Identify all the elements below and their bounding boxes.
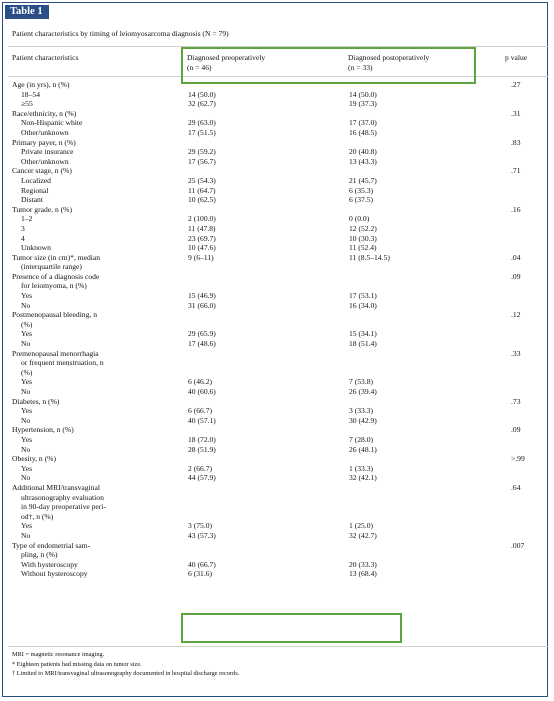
table-row: [0, 406, 554, 416]
table-row: [0, 272, 554, 282]
row-preoperative-value: 11 (64.7): [188, 185, 216, 195]
row-preoperative-value: 18 (72.0): [188, 434, 216, 444]
row-label: Non-Hispanic white: [21, 118, 83, 128]
row-label: Yes: [21, 406, 33, 416]
table-row: [0, 234, 554, 244]
row-preoperative-value: 15 (46.9): [188, 291, 216, 301]
table-row: [0, 118, 554, 128]
row-label: Age (in yrs), n (%): [12, 80, 70, 89]
row-preoperative-value: 29 (65.9): [188, 329, 216, 339]
row-preoperative-value: 3 (75.0): [188, 521, 213, 531]
row-preoperative-value: 9 (6–11): [188, 252, 214, 262]
row-label: Premenopausal menorrhagia: [12, 348, 99, 358]
row-label: No: [21, 300, 31, 310]
row-postoperative-value: 20 (33.3): [349, 559, 377, 569]
row-p-value: .09: [511, 425, 521, 435]
row-preoperative-value: 44 (57.9): [188, 473, 216, 483]
row-label: Obesity, n (%): [12, 454, 57, 464]
row-postoperative-value: 17 (37.0): [349, 118, 377, 128]
row-postoperative-value: 11 (8.5–14.5): [349, 252, 390, 262]
row-label: (interquartile range): [21, 262, 82, 272]
row-preoperative-value: 6 (46.2): [188, 377, 213, 387]
row-postoperative-value: 14 (50.0): [349, 89, 377, 99]
table-row: [0, 339, 554, 349]
row-postoperative-value: 16 (34.0): [349, 300, 377, 310]
table-row: [0, 368, 554, 378]
row-label: Regional: [21, 185, 49, 195]
header-characteristics: Patient characteristics: [12, 53, 79, 62]
row-p-value: .31: [511, 108, 521, 118]
header-p-value: p value: [505, 53, 528, 62]
table-row: [0, 550, 554, 560]
row-postoperative-value: 1 (33.3): [349, 463, 374, 473]
table-row: [0, 195, 554, 205]
row-preoperative-value: 43 (57.3): [188, 530, 216, 540]
row-preoperative-value: 14 (50.0): [188, 89, 216, 99]
table-caption: Patient characteristics by timing of leiomyosarcoma diagnosis (N = 79): [12, 29, 229, 38]
table-row: [0, 454, 554, 464]
header-preoperative-title: Diagnosed preoperatively: [187, 53, 266, 62]
table-row: [0, 301, 554, 311]
row-preoperative-value: 23 (69.7): [188, 233, 216, 243]
row-postoperative-value: 12 (52.2): [349, 223, 377, 233]
row-preoperative-value: 17 (51.5): [188, 127, 216, 137]
table-row: [0, 416, 554, 426]
table-row: [0, 445, 554, 455]
row-label: Yes: [21, 521, 33, 531]
table-row: [0, 493, 554, 503]
row-label: Distant: [21, 195, 43, 205]
row-label: Without hysteroscopy: [21, 569, 88, 579]
row-label: Yes: [21, 291, 33, 301]
row-postoperative-value: 7 (28.0): [349, 434, 374, 444]
table-row: [0, 186, 554, 196]
table-row: [0, 128, 554, 138]
row-label: Primary payer, n (%): [12, 137, 76, 147]
row-p-value: .27: [511, 80, 521, 89]
row-postoperative-value: 1 (25.0): [349, 521, 374, 531]
row-preoperative-value: 11 (47.8): [188, 223, 216, 233]
row-label: Additional MRI/transvaginal: [12, 482, 100, 492]
row-label: 18–54: [21, 89, 40, 99]
row-postoperative-value: 32 (42.7): [349, 530, 377, 540]
row-label: Yes: [21, 329, 33, 339]
row-label: Tumor size (in cm)*, median: [12, 252, 101, 262]
footnotes: [12, 650, 239, 679]
highlight-sampling-box: [181, 613, 402, 643]
table-row: [0, 243, 554, 253]
row-p-value: .16: [511, 204, 521, 214]
row-label: No: [21, 415, 31, 425]
row-p-value: .73: [511, 396, 521, 406]
table-row: [0, 224, 554, 234]
row-postoperative-value: 19 (37.3): [349, 99, 377, 109]
header-preoperative-count: (n = 46): [187, 62, 212, 72]
row-preoperative-value: 40 (57.1): [188, 415, 216, 425]
row-preoperative-value: 40 (66.7): [188, 559, 216, 569]
row-label: Diabetes, n (%): [12, 396, 60, 406]
row-postoperative-value: 26 (48.1): [349, 444, 377, 454]
row-preoperative-value: 28 (51.9): [188, 444, 216, 454]
footnote-tumor-size: * Eighteen patients had missing data on tumor size.: [12, 660, 142, 668]
table-row: [0, 176, 554, 186]
table-row: [0, 425, 554, 435]
table-row: [0, 147, 554, 157]
table-row: [0, 214, 554, 224]
row-label: Localized: [21, 175, 51, 185]
row-postoperative-value: 17 (53.1): [349, 291, 377, 301]
row-p-value: .71: [511, 166, 521, 176]
row-label: Unknown: [21, 243, 51, 253]
row-preoperative-value: 6 (31.6): [188, 569, 213, 579]
row-postoperative-value: 15 (34.1): [349, 329, 377, 339]
row-p-value: .007: [511, 540, 525, 550]
row-label: pling, n (%): [21, 550, 58, 560]
row-p-value: >.99: [511, 454, 525, 464]
row-preoperative-value: 2 (66.7): [188, 463, 213, 473]
row-label: Tumor grade, n (%): [12, 204, 73, 214]
row-preoperative-value: 6 (66.7): [188, 406, 213, 416]
row-p-value: .83: [511, 137, 521, 147]
row-preoperative-value: 25 (54.3): [188, 175, 216, 185]
row-preoperative-value: 17 (48.6): [188, 339, 216, 349]
row-label: ≥55: [21, 99, 33, 109]
table-row: [0, 320, 554, 330]
row-p-value: .12: [511, 310, 521, 320]
row-preoperative-value: 31 (66.0): [188, 300, 216, 310]
row-label: 1–2: [21, 214, 33, 224]
row-postoperative-value: 13 (68.4): [349, 569, 377, 579]
row-postoperative-value: 3 (33.3): [349, 406, 374, 416]
footnote-imaging: † Limited to MRI/transvaginal ultrasonography documented in hospital discharge records.: [12, 670, 240, 677]
table-row: [0, 281, 554, 291]
row-postoperative-value: 6 (37.5): [349, 195, 374, 205]
row-postoperative-value: 30 (42.9): [349, 415, 377, 425]
row-postoperative-value: 18 (51.4): [349, 339, 377, 349]
row-p-value: .04: [511, 252, 521, 262]
table-row: [0, 358, 554, 368]
table-row: [0, 99, 554, 109]
row-label: Yes: [21, 463, 33, 473]
table-label: Table 1: [5, 5, 49, 19]
row-preoperative-value: 2 (100.0): [188, 214, 216, 224]
table-row: [0, 502, 554, 512]
row-postoperative-value: 26 (39.4): [349, 387, 377, 396]
row-label: Type of endometrial sam-: [12, 540, 91, 550]
row-label: Yes: [21, 434, 33, 444]
row-label: Private insurance: [21, 147, 74, 157]
table-row: [0, 377, 554, 387]
row-label: 3: [21, 223, 25, 233]
row-postoperative-value: 16 (48.5): [349, 127, 377, 137]
footnote-mri: MRI = magnetic resonance imaging.: [12, 651, 105, 658]
row-postoperative-value: 32 (42.1): [349, 473, 377, 483]
row-preoperative-value: 40 (60.6): [188, 387, 216, 396]
row-label: Other/unknown: [21, 156, 69, 166]
row-label: Postmenopausal bleeding, n: [12, 310, 97, 320]
table-row: [0, 262, 554, 272]
row-preoperative-value: 10 (62.5): [188, 195, 216, 205]
row-label: No: [21, 530, 31, 540]
row-label: (%): [21, 319, 33, 329]
row-label: Race/ethnicity, n (%): [12, 108, 77, 118]
table-row: [0, 435, 554, 445]
row-label: (%): [21, 367, 33, 377]
row-label: No: [21, 444, 31, 454]
row-label: od†, n (%): [21, 511, 54, 521]
row-label: in 90-day preoperative peri-: [21, 502, 106, 512]
header-postoperative-title: Diagnosed postoperatively: [348, 53, 430, 62]
table-row: [0, 138, 554, 148]
row-postoperative-value: 21 (45.7): [349, 175, 377, 185]
table-row: [0, 310, 554, 320]
row-postoperative-value: 0 (0.0): [349, 214, 370, 224]
table-row: [0, 329, 554, 339]
table-row: [0, 349, 554, 359]
row-label: Other/unknown: [21, 127, 69, 137]
row-preoperative-value: 32 (62.7): [188, 99, 216, 109]
table-row: [0, 531, 554, 541]
row-label: Cancer stage, n (%): [12, 166, 72, 176]
row-label: 4: [21, 233, 25, 243]
row-label: Hypertension, n (%): [12, 425, 74, 435]
row-postoperative-value: 10 (30.3): [349, 233, 377, 243]
table-row: [0, 253, 554, 263]
row-postoperative-value: 6 (35.3): [349, 185, 374, 195]
row-p-value: .33: [511, 348, 521, 358]
row-label: No: [21, 387, 31, 396]
row-postoperative-value: 13 (43.3): [349, 156, 377, 166]
highlight-header-box: [181, 47, 476, 84]
row-p-value: .09: [511, 271, 521, 281]
row-postoperative-value: 7 (53.8): [349, 377, 374, 387]
table-row: [0, 464, 554, 474]
table-row: [0, 109, 554, 119]
table-row: [0, 560, 554, 570]
row-label: No: [21, 473, 31, 483]
row-label: Presence of a diagnosis code: [12, 271, 100, 281]
table-row: [0, 512, 554, 522]
table-row: [0, 205, 554, 215]
row-label: ultrasonography evaluation: [21, 492, 104, 502]
row-label: or frequent menstruation, n: [21, 358, 104, 368]
table-row: [0, 90, 554, 100]
footer-rule: [8, 646, 548, 647]
row-label: No: [21, 339, 31, 349]
table-row: [0, 473, 554, 483]
table-row: [0, 541, 554, 551]
row-preoperative-value: 10 (47.6): [188, 243, 216, 253]
header-postoperative-count: (n = 33): [348, 62, 373, 72]
table-body: [0, 80, 554, 579]
row-postoperative-value: 11 (52.4): [349, 243, 377, 253]
table-row: [0, 157, 554, 167]
table-row: [0, 569, 554, 579]
table-row: [0, 521, 554, 531]
row-postoperative-value: 20 (40.8): [349, 147, 377, 157]
table-row: [0, 291, 554, 301]
table-row: [0, 166, 554, 176]
row-label: Yes: [21, 377, 33, 387]
row-label: With hysteroscopy: [21, 559, 78, 569]
table-row: [0, 483, 554, 493]
row-preoperative-value: 29 (59.2): [188, 147, 216, 157]
row-label: for leiomyoma, n (%): [21, 281, 87, 291]
row-preoperative-value: 17 (56.7): [188, 156, 216, 166]
row-p-value: .64: [511, 482, 521, 492]
table-row: [0, 397, 554, 407]
row-preoperative-value: 29 (63.0): [188, 118, 216, 128]
table-row: [0, 387, 554, 397]
